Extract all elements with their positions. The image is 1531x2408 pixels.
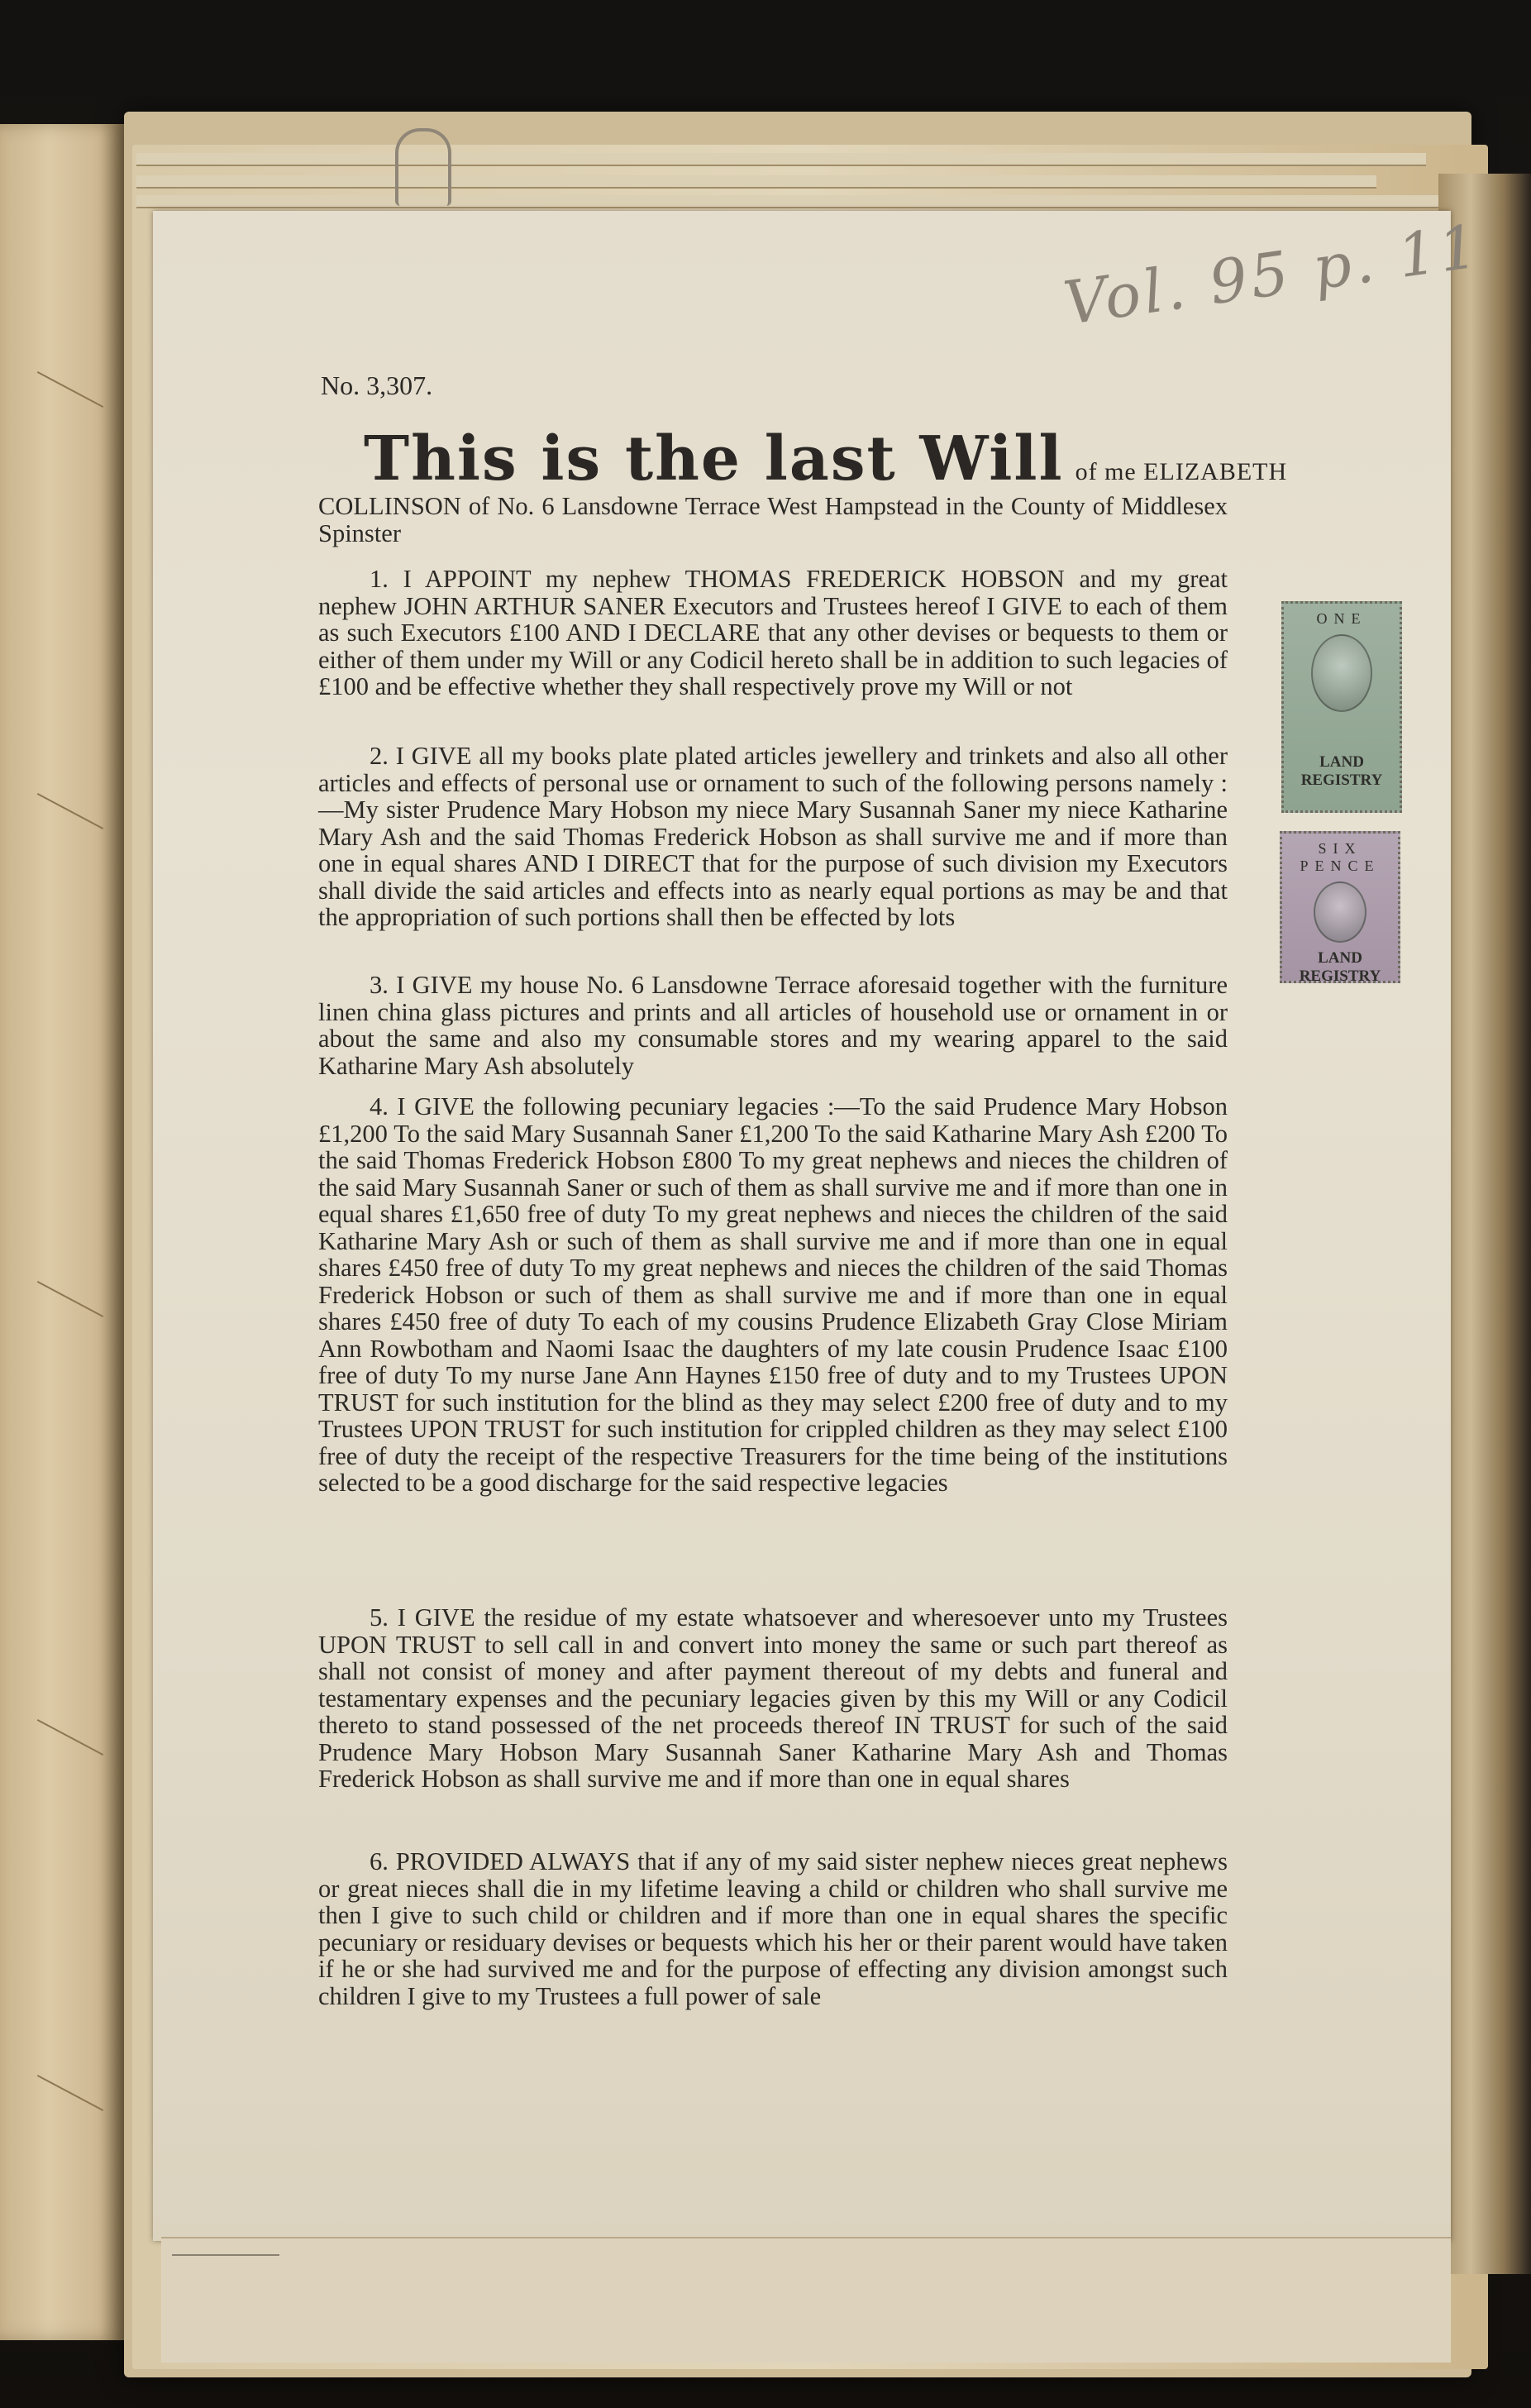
clause-1 [318, 566, 1228, 700]
clause-text: 2. I GIVE all my books plate plated articles jewellery and trinkets and also all other articles and effects of personal use or ornament to such of the following persons namely :—My sister Prudence Mary Hobson my niece Mary Susannah Saner my niece Katharine Mary Ash and the said Thomas Frederick Hobson as shall survive me and if more than one in equal shares AND I DIRECT that for the purpose of such division my Executors shall divide the said articles and effects into as nearly equal portions as may be and that the appropriation of such portions shall then be effected by lots [318, 742, 1228, 931]
clause-2 [318, 743, 1228, 931]
page-tear-mark [37, 1719, 103, 1756]
page-tear-mark [37, 1281, 103, 1317]
stamp-denomination: ONE [1316, 610, 1367, 627]
clause-6 [318, 1848, 1228, 2009]
queen-portrait-icon [1311, 634, 1372, 712]
volume-annotation: Vol. 95 p. 11 [1059, 211, 1485, 338]
page-tear-mark [37, 371, 103, 408]
right-page-edges [1438, 174, 1531, 2274]
document-number: No. 3,307. [321, 370, 433, 400]
clause-5 [318, 1604, 1228, 1793]
land-registry-stamp-one [1281, 601, 1402, 813]
clause-text: 6. PROVIDED ALWAYS that if any of my said sister nephew nieces great nephews or great nieces shall die in my lifetime leaving a child or children who shall survive me then I give to such child or children and if more than one in equal shares the specific pecuniary or residuary devises or bequests which his her or their parent would have taken if he or she had survived me and for the purpose of effecting any division amongst such children I give to my Trustees a full power of sale [318, 1847, 1228, 2010]
clause-4 [318, 1093, 1228, 1497]
stack-edge [136, 153, 1426, 166]
stamp-label: LAND REGISTRY [1299, 949, 1381, 985]
clause-text: 3. I GIVE my house No. 6 Lansdowne Terrace aforesaid together with the furniture linen china glass pictures and prints and all articles of household use or ornament in or about the same and also my consumable stores and my wearing apparel to the said Katharine Mary Ash absolutely [318, 971, 1228, 1080]
stack-edge [136, 175, 1376, 189]
clause-text: 4. I GIVE the following pecuniary legacies :—To the said Prudence Mary Hobson £1,200 To the said Mary Susannah Saner £1,200 To the said Katharine Mary Ash £200 To the said Thomas Frederick Hobson £800 To my great nephews and nieces the children of the said Mary Susannah Saner or such of them as shall survive me and if more than one in equal shares £1,650 free of duty To my great nephews and nieces the children of the said Katharine Mary Ash or such of them as shall survive me and if more than one in equal shares £450 free of duty To my great nephews and nieces the children of the said Thomas Frederick Hobson or such of them as shall survive me and if more than one in equal shares £450 free of duty To each of my cousins Prudence Elizabeth Gray Close Miriam Ann Rowbotham and Naomi Isaac the daughters of my late cousin Prudence Isaac £100 free of duty To my nurse Jane Ann Haynes £150 free of duty and to my Trustees UPON TRUST for such institution for the blind as they may select £200 free of duty and to my Trustees UPON TRUST for such institution for crippled children as they may select £100 free of duty the receipt of the respective Treasurers for the time being of the institutions selected to be a good discharge for the said respective legacies [318, 1092, 1228, 1497]
page-tear-mark [37, 2075, 103, 2111]
page-bottom-edge [161, 2237, 1451, 2363]
stamp-denomination: SIX PENCE [1300, 840, 1381, 874]
stack-edge [136, 195, 1443, 208]
heading-title: This is the last Will [364, 423, 1064, 494]
land-registry-stamp-sixpence [1280, 831, 1400, 983]
will-heading [364, 423, 1287, 494]
page-tear-mark [37, 793, 103, 829]
queen-portrait-icon [1314, 882, 1366, 943]
pencil-mark [172, 2234, 279, 2256]
stamp-label: LAND REGISTRY [1300, 753, 1383, 789]
clause-text: 1. I APPOINT my nephew THOMAS FREDERICK HOBSON and my great nephew JOHN ARTHUR SANER Executors and Trustees hereof I GIVE to each of them as such Executors £100 AND I DECLARE that any other devises or bequests to them or either of them under my Will or any Codicil hereto shall be in addition to such legacies of £100 and be effective whether they shall respectively prove my Will or not [318, 565, 1228, 700]
clause-3 [318, 972, 1228, 1079]
clause-text: 5. I GIVE the residue of my estate whatsoever and wheresoever unto my Trustees UPON TRUST to sell call in and convert into money the same or such part thereof as shall not consist of money and after payment thereout of my debts and funeral and testamentary expenses and the pecuniary legacies given by this my Will or any Codicil thereto to stand possessed of the net proceeds thereof IN TRUST for such of the said Prudence Mary Hobson Mary Susannah Saner Katharine Mary Ash and Thomas Frederick Hobson as shall survive me and if more than one in equal shares [318, 1603, 1228, 1793]
intro-text [318, 493, 1228, 547]
intro-paragraph: COLLINSON of No. 6 Lansdowne Terrace West Hampstead in the County of Middlesex Spinster [318, 492, 1228, 547]
heading-testator: of me ELIZABETH [1075, 458, 1288, 485]
left-folded-pages [0, 124, 126, 2340]
paper-clip-icon [395, 128, 451, 206]
